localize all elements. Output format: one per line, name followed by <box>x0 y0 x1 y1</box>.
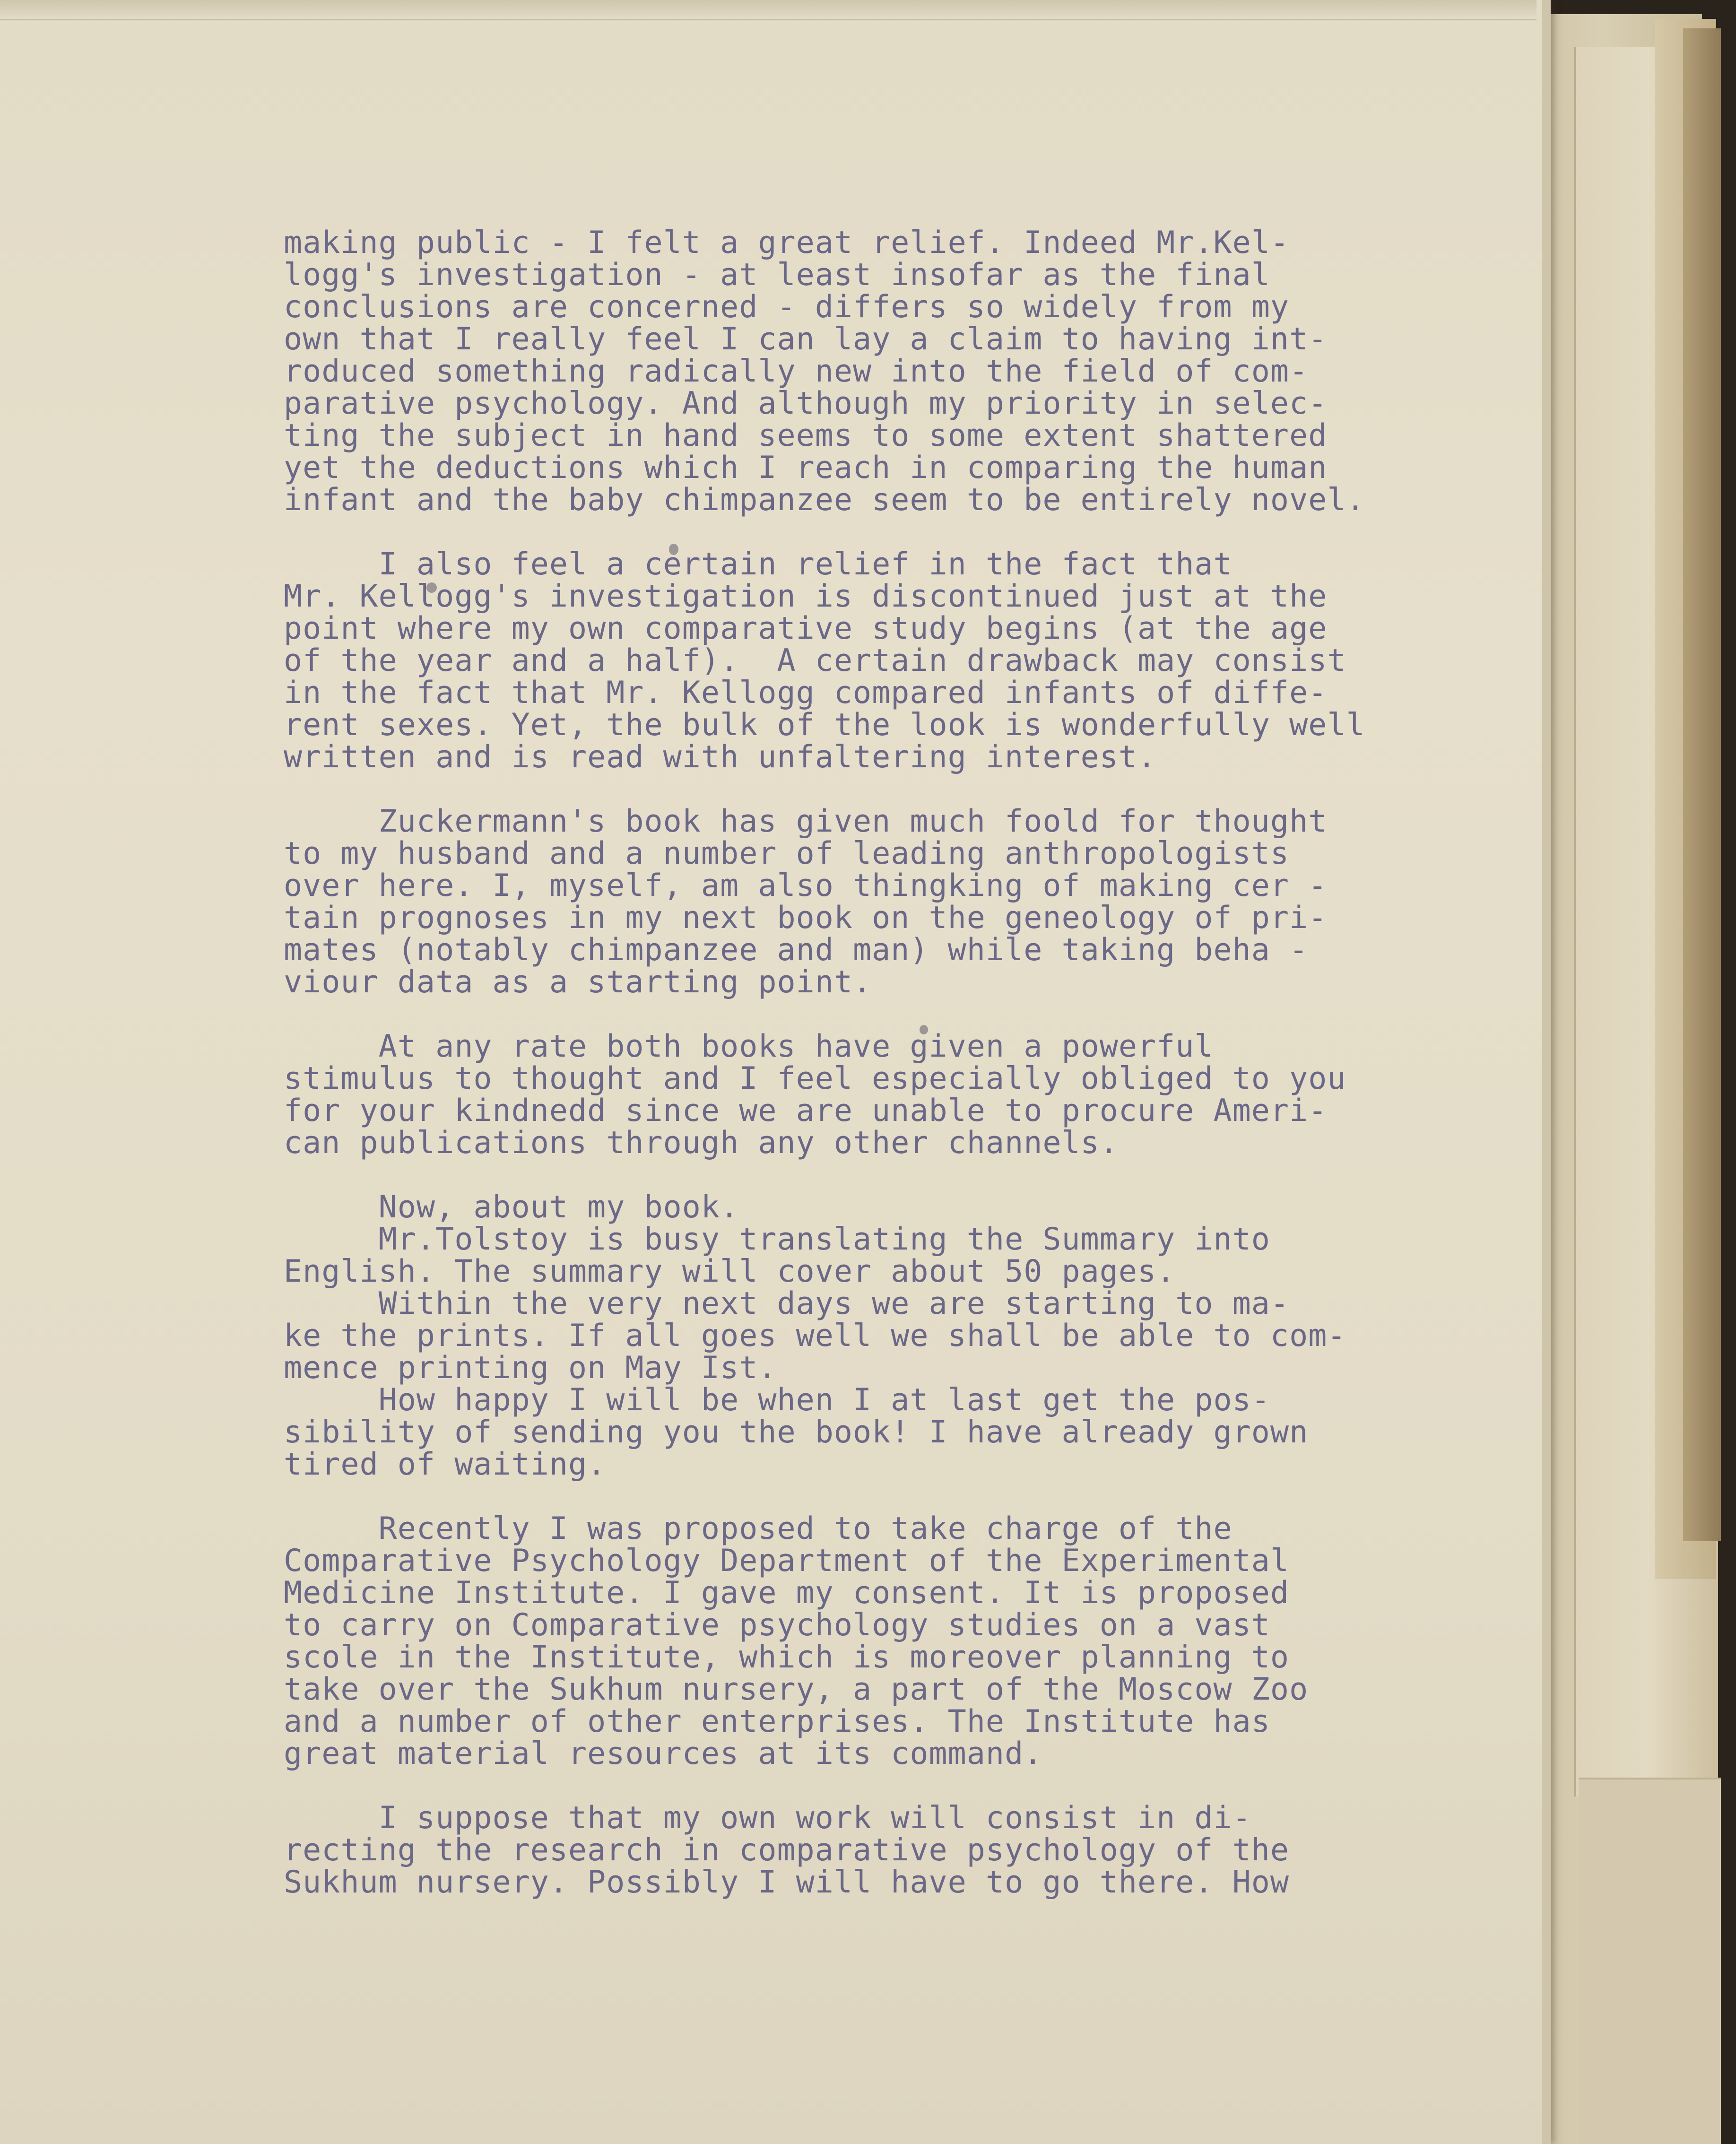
underlying-sheet-edge <box>1683 28 1721 1541</box>
text-line: Medicine Institute. I gave my consent. It is proposed <box>284 1575 1290 1611</box>
text-line: English. The summary will cover about 50 pages. <box>284 1254 1176 1289</box>
text-line: for your kindnedd since we are unable to procure Ameri- <box>284 1093 1328 1128</box>
text-line: roduced something radically new into the field of com- <box>284 354 1309 389</box>
text-line: I suppose that my own work will consist in di- <box>284 1800 1251 1836</box>
text-line: ke the prints. If all goes well we shall be able to com- <box>284 1318 1346 1354</box>
text-line: point where my own comparative study begins (at the age <box>284 611 1328 646</box>
text-line: Mr. Kellogg's investigation is discontinued just at the <box>284 579 1328 614</box>
text-line: tired of waiting. <box>284 1447 607 1482</box>
text-line: to carry on Comparative psychology studies on a vast <box>284 1607 1270 1643</box>
text-line: stimulus to thought and I feel especially obliged to you <box>284 1061 1346 1096</box>
text-line: recting the research in comparative psychology of the <box>284 1832 1290 1868</box>
text-line: take over the Sukhum nursery, a part of the Moscow Zoo <box>284 1672 1309 1707</box>
text-line: mence printing on May Ist. <box>284 1350 777 1386</box>
text-line: making public - I felt a great relief. Indeed Mr.Kel- <box>284 225 1290 260</box>
page-right-edge <box>1542 0 1551 2144</box>
text-line: Now, about my book. <box>284 1189 739 1225</box>
text-line: Mr.Tolstoy is busy translating the Summary into <box>284 1222 1270 1257</box>
text-line: in the fact that Mr. Kellogg compared infants of diffe- <box>284 675 1328 711</box>
text-line: Comparative Psychology Department of the Experimental <box>284 1543 1290 1579</box>
text-line: infant and the baby chimpanzee seem to be entirely novel. <box>284 482 1365 518</box>
paragraph <box>284 227 1522 516</box>
text-line: can publications through any other channels. <box>284 1125 1119 1161</box>
text-line: How happy I will be when I at last get the pos- <box>284 1382 1270 1418</box>
letter-body <box>284 227 1522 1931</box>
text-line: Sukhum nursery. Possibly I will have to go there. How <box>284 1865 1290 1900</box>
paragraph <box>284 548 1522 773</box>
paragraph <box>284 1802 1522 1899</box>
text-line: to my husband and a number of leading anthropologists <box>284 836 1290 871</box>
text-line: scole in the Institute, which is moreover planning to <box>284 1640 1290 1675</box>
underlying-sheet-lower <box>1579 1778 1721 2144</box>
paragraph <box>284 1191 1522 1481</box>
text-line: great material resources at its command. <box>284 1736 1043 1771</box>
paragraph <box>284 1513 1522 1770</box>
text-line: mates (notably chimpanzee and man) while taking beha - <box>284 932 1309 968</box>
paragraph <box>284 1031 1522 1159</box>
text-line: sibility of sending you the book! I have already grown <box>284 1415 1309 1450</box>
text-line: tain prognoses in my next book on the geneology of pri- <box>284 900 1328 936</box>
text-line: Recently I was proposed to take charge of the <box>284 1511 1233 1546</box>
paragraph <box>284 806 1522 998</box>
text-line: I also feel a certain relief in the fact that <box>284 547 1233 582</box>
text-line: written and is read with unfaltering interest. <box>284 739 1157 775</box>
page-top-edge <box>0 0 1536 20</box>
text-line: Zuckermann's book has given much foold for thought <box>284 804 1328 839</box>
text-line: Within the very next days we are starting to ma- <box>284 1286 1290 1321</box>
text-line: over here. I, myself, am also thingking of making cer - <box>284 868 1328 903</box>
text-line: rent sexes. Yet, the bulk of the look is wonderfully well <box>284 707 1365 743</box>
text-line: and a number of other enterprises. The Institute has <box>284 1704 1270 1739</box>
text-line: own that I really feel I can lay a claim to having int- <box>284 321 1328 357</box>
text-line: viour data as a starting point. <box>284 964 872 1000</box>
text-line: yet the deductions which I reach in comparing the human <box>284 450 1328 486</box>
text-line: conclusions are concerned - differs so widely from my <box>284 289 1290 325</box>
text-line: parative psychology. And although my priority in selec- <box>284 386 1328 421</box>
text-line: logg's investigation - at least insofar as the final <box>284 257 1270 293</box>
text-line: of the year and a half). A certain drawback may consist <box>284 643 1346 678</box>
text-line: At any rate both books have given a powerful <box>284 1029 1214 1064</box>
text-line: ting the subject in hand seems to some extent shattered <box>284 418 1328 453</box>
